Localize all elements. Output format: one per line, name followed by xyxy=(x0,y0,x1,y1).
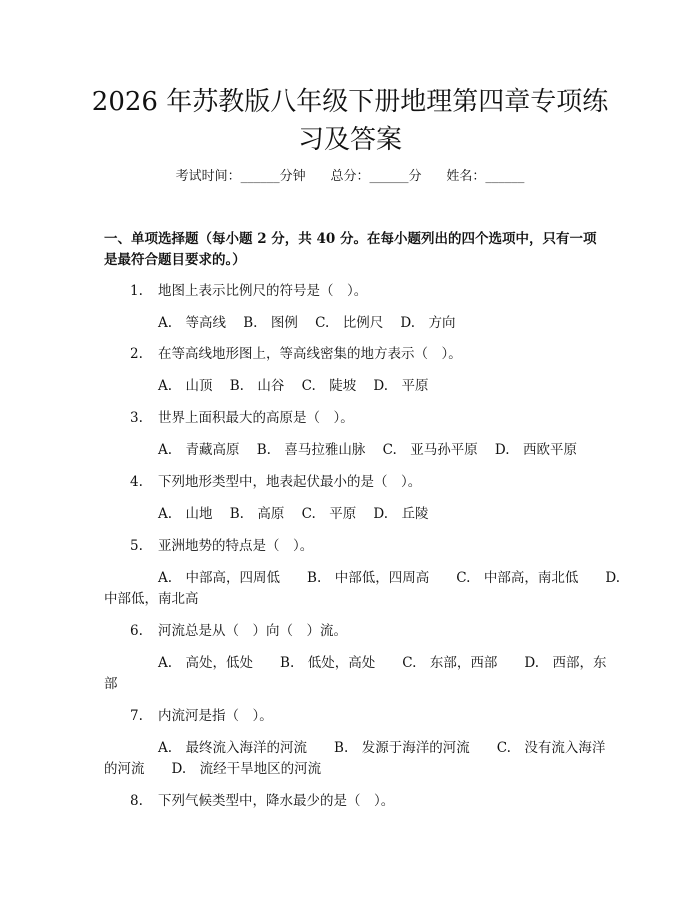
question-number: 6. xyxy=(130,623,143,639)
option-b: B. 山谷 xyxy=(229,378,285,394)
document-title-line-2: 习及答案 xyxy=(297,125,402,155)
exam-time-label: 考试时间： xyxy=(175,169,241,184)
option-c: C. 比例尺 xyxy=(315,315,384,331)
question-number: 3. xyxy=(130,410,143,426)
question-number: 8. xyxy=(130,793,143,809)
question-number: 1. xyxy=(130,283,143,299)
question-options-line-1: A. 中部高，四周低 B. 中部低，四周高 C. 中部高，南北低 D. xyxy=(158,570,621,586)
name-blank: ______ xyxy=(485,169,525,184)
option-a: A. 山地 xyxy=(158,506,213,522)
total-score-label: 总分： xyxy=(330,169,370,184)
document-title-line-1: 2026 年苏教版八年级下册地理第四章专项练 xyxy=(91,87,609,117)
total-score-blank: ______ xyxy=(369,169,409,184)
question-stem: 亚洲地势的特点是（ ）。 xyxy=(158,538,314,554)
name-label: 姓名： xyxy=(446,169,486,184)
option-d: D. 西欧平原 xyxy=(494,442,578,458)
question-stem: 世界上面积最大的高原是（ ）。 xyxy=(158,410,354,426)
option-d: D. 平原 xyxy=(373,378,429,394)
question-stem: 在等高线地形图上，等高线密集的地方表示（ ）。 xyxy=(158,346,462,362)
question-options-line-2: 的河流 D. 流经干旱地区的河流 xyxy=(104,761,322,777)
exam-info xyxy=(0,167,700,187)
option-a: A. 青藏高原 xyxy=(158,442,240,458)
question-options-line-1: A. 高处，低处 B. 低处，高处 C. 东部，西部 D. 西部，东 xyxy=(158,655,607,671)
option-b: B. 图例 xyxy=(243,315,298,331)
section-heading-line-1: 一、单项选择题（每小题 2 分，共 40 分。在每小题列出的四个选项中，只有一项 xyxy=(104,231,597,247)
option-c: C. 陡坡 xyxy=(301,378,357,394)
question-options xyxy=(158,313,456,333)
question-options-line-2: 中部低，南北高 xyxy=(104,591,199,607)
question-options-line-1: A. 最终流入海洋的河流 B. 发源于海洋的河流 C. 没有流入海洋 xyxy=(158,740,606,756)
question-stem: 下列地形类型中，地表起伏最小的是（ ）。 xyxy=(158,474,422,490)
exam-time-blank: ______ xyxy=(240,169,280,184)
option-a: A. 等高线 xyxy=(158,315,227,331)
question-options xyxy=(158,504,429,524)
section-heading-line-2: 是最符合题目要求的。） xyxy=(104,252,246,268)
question-stem: 河流总是从（ ）向（ ）流。 xyxy=(158,623,347,639)
option-b: B. 高原 xyxy=(229,506,285,522)
option-d: D. 丘陵 xyxy=(373,506,429,522)
total-score-unit: 分 xyxy=(408,169,422,184)
option-b: B. 喜马拉雅山脉 xyxy=(256,442,366,458)
question-stem: 地图上表示比例尺的符号是（ ）。 xyxy=(158,283,368,299)
option-d: D. 方向 xyxy=(400,315,456,331)
question-options-line-2: 部 xyxy=(104,676,118,692)
question-number: 2. xyxy=(130,346,143,362)
question-options xyxy=(158,376,429,396)
question-number: 7. xyxy=(130,708,143,724)
option-a: A. 山顶 xyxy=(158,378,213,394)
question-number: 5. xyxy=(130,538,143,554)
option-c: C. 平原 xyxy=(301,506,357,522)
option-c: C. 亚马孙平原 xyxy=(382,442,478,458)
question-stem: 下列气候类型中，降水最少的是（ ）。 xyxy=(158,793,395,809)
question-stem: 内流河是指（ ）。 xyxy=(158,708,273,724)
exam-time-unit: 分钟 xyxy=(279,169,306,184)
question-number: 4. xyxy=(130,474,143,490)
question-options xyxy=(158,440,577,460)
